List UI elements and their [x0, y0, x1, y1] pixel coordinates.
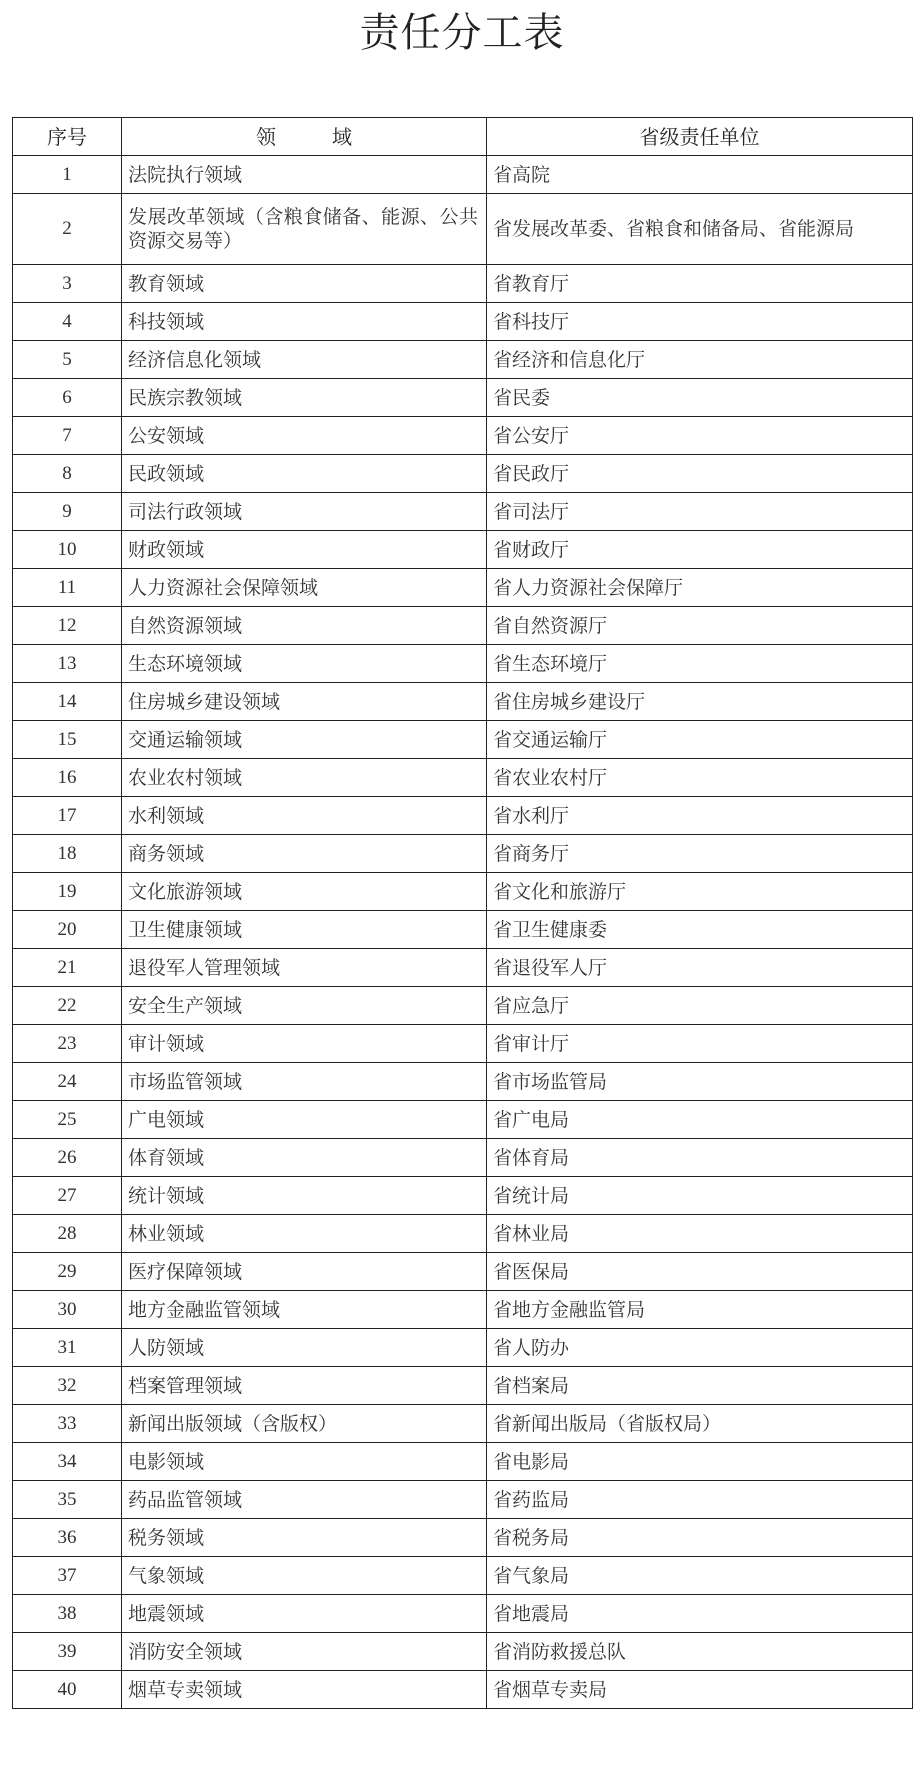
table-row: [13, 156, 913, 194]
serial-number-cell: 13: [13, 645, 122, 683]
table-row: [13, 455, 913, 493]
table-row: [13, 303, 913, 341]
serial-number-cell: 18: [13, 835, 122, 873]
table-row: [13, 531, 913, 569]
domain-cell: 水利领域: [122, 797, 487, 835]
serial-number-cell: 9: [13, 493, 122, 531]
domain-cell: 教育领域: [122, 265, 487, 303]
table-row: [13, 721, 913, 759]
table-row: [13, 493, 913, 531]
domain-cell: 文化旅游领域: [122, 873, 487, 911]
serial-number-cell: 25: [13, 1101, 122, 1139]
domain-cell: 交通运输领域: [122, 721, 487, 759]
domain-cell: 医疗保障领域: [122, 1253, 487, 1291]
serial-number-cell: 24: [13, 1063, 122, 1101]
domain-cell: 档案管理领域: [122, 1367, 487, 1405]
serial-number-cell: 11: [13, 569, 122, 607]
responsible-unit-cell: 省经济和信息化厅: [487, 341, 913, 379]
table-row: [13, 1595, 913, 1633]
responsible-unit-cell: 省民委: [487, 379, 913, 417]
table-row: [13, 607, 913, 645]
domain-cell: 司法行政领域: [122, 493, 487, 531]
serial-number-cell: 26: [13, 1139, 122, 1177]
table-header-row: [13, 118, 913, 156]
responsible-unit-cell: 省档案局: [487, 1367, 913, 1405]
table-row: [13, 265, 913, 303]
table-row: [13, 1481, 913, 1519]
responsible-unit-cell: 省商务厅: [487, 835, 913, 873]
table-row: [13, 1633, 913, 1671]
domain-cell: 民族宗教领域: [122, 379, 487, 417]
serial-number-cell: 2: [13, 194, 122, 265]
table-row: [13, 645, 913, 683]
responsible-unit-cell: 省统计局: [487, 1177, 913, 1215]
serial-number-cell: 15: [13, 721, 122, 759]
domain-cell: 经济信息化领域: [122, 341, 487, 379]
responsible-unit-cell: 省退役军人厅: [487, 949, 913, 987]
responsible-unit-cell: 省科技厅: [487, 303, 913, 341]
table-row: [13, 1405, 913, 1443]
serial-number-cell: 27: [13, 1177, 122, 1215]
table-row: [13, 1443, 913, 1481]
serial-number-cell: 5: [13, 341, 122, 379]
domain-cell: 退役军人管理领域: [122, 949, 487, 987]
domain-cell: 税务领域: [122, 1519, 487, 1557]
domain-cell: 生态环境领域: [122, 645, 487, 683]
responsibility-table: [12, 117, 913, 1709]
serial-number-cell: 16: [13, 759, 122, 797]
responsible-unit-cell: 省民政厅: [487, 455, 913, 493]
table-row: [13, 1063, 913, 1101]
responsible-unit-cell: 省烟草专卖局: [487, 1671, 913, 1709]
serial-number-cell: 30: [13, 1291, 122, 1329]
responsible-unit-cell: 省应急厅: [487, 987, 913, 1025]
table-row: [13, 835, 913, 873]
responsible-unit-cell: 省体育局: [487, 1139, 913, 1177]
table-row: [13, 797, 913, 835]
responsible-unit-cell: 省生态环境厅: [487, 645, 913, 683]
serial-number-cell: 22: [13, 987, 122, 1025]
responsible-unit-cell: 省交通运输厅: [487, 721, 913, 759]
table-row: [13, 1367, 913, 1405]
domain-cell: 体育领域: [122, 1139, 487, 1177]
table-row: [13, 1025, 913, 1063]
responsible-unit-cell: 省消防救援总队: [487, 1633, 913, 1671]
domain-cell: 民政领域: [122, 455, 487, 493]
serial-number-cell: 7: [13, 417, 122, 455]
serial-number-cell: 23: [13, 1025, 122, 1063]
serial-number-cell: 14: [13, 683, 122, 721]
responsible-unit-cell: 省发展改革委、省粮食和储备局、省能源局: [487, 194, 913, 265]
responsible-unit-cell: 省审计厅: [487, 1025, 913, 1063]
domain-cell: 消防安全领域: [122, 1633, 487, 1671]
serial-number-cell: 38: [13, 1595, 122, 1633]
table-row: [13, 873, 913, 911]
serial-number-cell: 17: [13, 797, 122, 835]
table-row: [13, 417, 913, 455]
domain-cell: 电影领域: [122, 1443, 487, 1481]
serial-number-cell: 29: [13, 1253, 122, 1291]
domain-cell: 法院执行领域: [122, 156, 487, 194]
responsible-unit-cell: 省司法厅: [487, 493, 913, 531]
serial-number-cell: 12: [13, 607, 122, 645]
table-row: [13, 569, 913, 607]
serial-number-cell: 19: [13, 873, 122, 911]
domain-cell: 人力资源社会保障领域: [122, 569, 487, 607]
responsible-unit-cell: 省高院: [487, 156, 913, 194]
responsible-unit-cell: 省气象局: [487, 1557, 913, 1595]
responsible-unit-cell: 省文化和旅游厅: [487, 873, 913, 911]
responsible-unit-cell: 省人力资源社会保障厅: [487, 569, 913, 607]
responsible-unit-cell: 省卫生健康委: [487, 911, 913, 949]
table-row: [13, 1101, 913, 1139]
domain-cell: 自然资源领域: [122, 607, 487, 645]
responsible-unit-cell: 省地震局: [487, 1595, 913, 1633]
table-row: [13, 341, 913, 379]
serial-number-cell: 35: [13, 1481, 122, 1519]
table-row: [13, 1139, 913, 1177]
responsible-unit-cell: 省税务局: [487, 1519, 913, 1557]
domain-cell: 地震领域: [122, 1595, 487, 1633]
domain-cell: 林业领域: [122, 1215, 487, 1253]
domain-cell: 商务领域: [122, 835, 487, 873]
serial-number-cell: 39: [13, 1633, 122, 1671]
table-row: [13, 1291, 913, 1329]
table-row: [13, 1253, 913, 1291]
serial-number-cell: 8: [13, 455, 122, 493]
domain-cell: 地方金融监管领域: [122, 1291, 487, 1329]
header-domain: 领 域: [122, 118, 487, 156]
serial-number-cell: 37: [13, 1557, 122, 1595]
table-row: [13, 194, 913, 265]
table-row: [13, 759, 913, 797]
domain-cell: 农业农村领域: [122, 759, 487, 797]
responsible-unit-cell: 省教育厅: [487, 265, 913, 303]
serial-number-cell: 20: [13, 911, 122, 949]
domain-cell: 广电领域: [122, 1101, 487, 1139]
responsible-unit-cell: 省林业局: [487, 1215, 913, 1253]
domain-cell: 审计领域: [122, 1025, 487, 1063]
responsible-unit-cell: 省地方金融监管局: [487, 1291, 913, 1329]
serial-number-cell: 32: [13, 1367, 122, 1405]
table-row: [13, 911, 913, 949]
responsible-unit-cell: 省市场监管局: [487, 1063, 913, 1101]
serial-number-cell: 10: [13, 531, 122, 569]
domain-cell: 人防领域: [122, 1329, 487, 1367]
table-row: [13, 1215, 913, 1253]
serial-number-cell: 6: [13, 379, 122, 417]
domain-cell: 市场监管领域: [122, 1063, 487, 1101]
serial-number-cell: 1: [13, 156, 122, 194]
domain-cell: 科技领域: [122, 303, 487, 341]
responsible-unit-cell: 省住房城乡建设厅: [487, 683, 913, 721]
header-responsible-unit: 省级责任单位: [487, 118, 913, 156]
responsible-unit-cell: 省医保局: [487, 1253, 913, 1291]
responsible-unit-cell: 省农业农村厅: [487, 759, 913, 797]
serial-number-cell: 34: [13, 1443, 122, 1481]
domain-cell: 住房城乡建设领域: [122, 683, 487, 721]
header-serial-number: 序号: [13, 118, 122, 156]
table-row: [13, 1177, 913, 1215]
domain-cell: 烟草专卖领域: [122, 1671, 487, 1709]
table-row: [13, 1519, 913, 1557]
serial-number-cell: 40: [13, 1671, 122, 1709]
responsible-unit-cell: 省公安厅: [487, 417, 913, 455]
domain-cell: 气象领域: [122, 1557, 487, 1595]
domain-cell: 新闻出版领域（含版权）: [122, 1405, 487, 1443]
serial-number-cell: 31: [13, 1329, 122, 1367]
table-row: [13, 949, 913, 987]
table-row: [13, 1329, 913, 1367]
serial-number-cell: 3: [13, 265, 122, 303]
responsible-unit-cell: 省药监局: [487, 1481, 913, 1519]
responsible-unit-cell: 省电影局: [487, 1443, 913, 1481]
table-body: [13, 156, 913, 1709]
responsible-unit-cell: 省人防办: [487, 1329, 913, 1367]
domain-cell: 财政领域: [122, 531, 487, 569]
responsible-unit-cell: 省水利厅: [487, 797, 913, 835]
domain-cell: 公安领域: [122, 417, 487, 455]
table-row: [13, 1671, 913, 1709]
domain-cell: 发展改革领域（含粮食储备、能源、公共资源交易等）: [122, 194, 487, 265]
domain-cell: 卫生健康领域: [122, 911, 487, 949]
serial-number-cell: 28: [13, 1215, 122, 1253]
table-row: [13, 683, 913, 721]
serial-number-cell: 36: [13, 1519, 122, 1557]
responsible-unit-cell: 省广电局: [487, 1101, 913, 1139]
domain-cell: 药品监管领域: [122, 1481, 487, 1519]
domain-cell: 安全生产领域: [122, 987, 487, 1025]
table-row: [13, 987, 913, 1025]
serial-number-cell: 33: [13, 1405, 122, 1443]
responsible-unit-cell: 省自然资源厅: [487, 607, 913, 645]
serial-number-cell: 21: [13, 949, 122, 987]
page-title: 责任分工表: [359, 10, 565, 56]
responsible-unit-cell: 省新闻出版局（省版权局）: [487, 1405, 913, 1443]
responsible-unit-cell: 省财政厅: [487, 531, 913, 569]
table-row: [13, 1557, 913, 1595]
table-row: [13, 379, 913, 417]
serial-number-cell: 4: [13, 303, 122, 341]
domain-cell: 统计领域: [122, 1177, 487, 1215]
